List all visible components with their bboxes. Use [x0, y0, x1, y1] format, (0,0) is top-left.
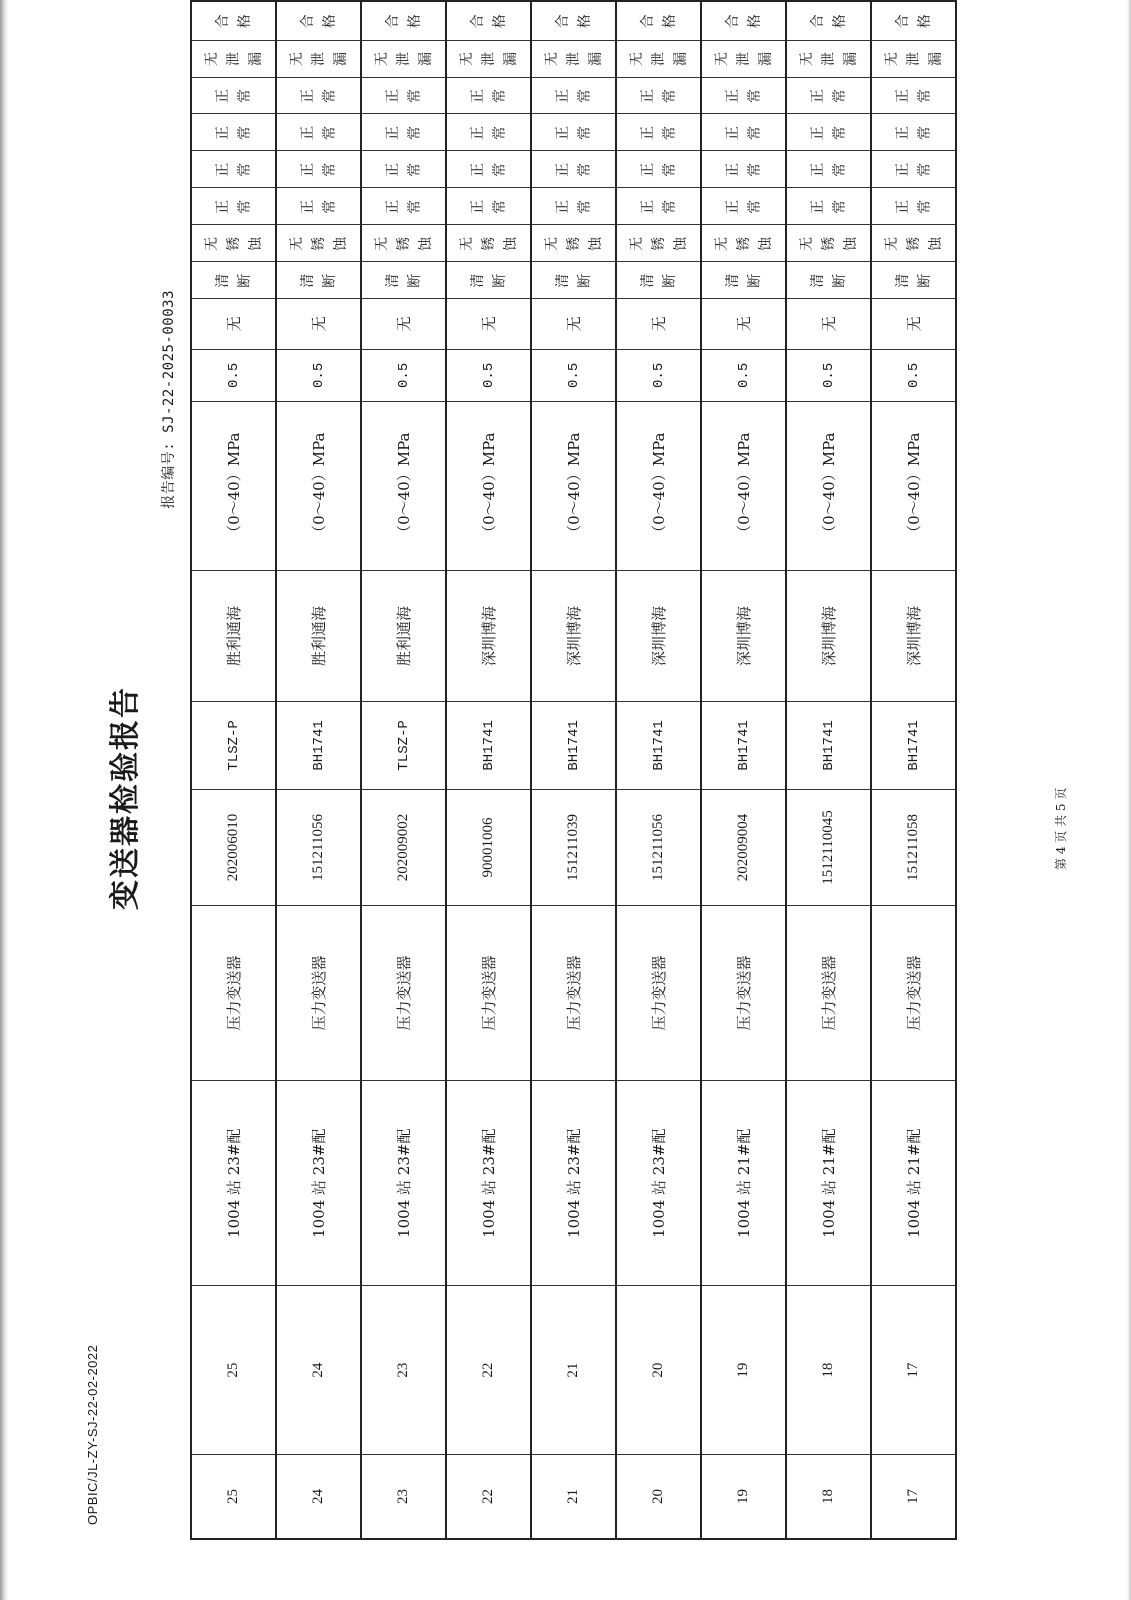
cell-check-2: 清 断 [786, 262, 871, 299]
cell-result: 合 格 [531, 1, 616, 40]
cell-model: BH1741 [276, 701, 361, 789]
cell-check-3: 无 锈 蚀 [871, 225, 956, 262]
cell-location: 1004 站 21#配 [701, 1081, 786, 1286]
cell-check-6: 正 常 [786, 114, 871, 151]
cell-model: TLSZ-P [361, 701, 446, 789]
cell-no: 22 [446, 1286, 531, 1454]
cell-check-5: 正 常 [531, 151, 616, 188]
cell-result: 合 格 [616, 1, 701, 40]
cell-result: 合 格 [191, 1, 276, 40]
cell-check-2: 清 断 [616, 262, 701, 299]
cell-check-6: 正 常 [701, 114, 786, 151]
cell-location: 1004 站 21#配 [871, 1081, 956, 1286]
cell-check-6: 正 常 [191, 114, 276, 151]
cell-no: 21 [531, 1286, 616, 1454]
cell-check-7: 正 常 [191, 77, 276, 114]
cell-device-name: 压力变送器 [531, 905, 616, 1080]
cell-no: 19 [701, 1286, 786, 1454]
cell-check-1: 无 [191, 299, 276, 349]
cell-device-name: 压力变送器 [276, 905, 361, 1080]
cell-model: TLSZ-P [191, 701, 276, 789]
cell-accuracy: 0.5 [871, 349, 956, 402]
cell-manufacturer: 深圳博海 [871, 571, 956, 702]
cell-check-5: 正 常 [276, 151, 361, 188]
cell-check-2: 清 断 [191, 262, 276, 299]
cell-check-7: 正 常 [446, 77, 531, 114]
cell-manufacturer: 深圳博海 [616, 571, 701, 702]
cell-check-4: 正 常 [276, 188, 361, 225]
cell-check-3: 无 锈 蚀 [361, 225, 446, 262]
cell-check-1: 无 [786, 299, 871, 349]
cell-check-2: 清 断 [276, 262, 361, 299]
cell-range: （0～40）MPa [701, 402, 786, 571]
cell-serial: 151211056 [276, 789, 361, 905]
cell-check-7: 正 常 [701, 77, 786, 114]
cell-serial: 90001006 [446, 789, 531, 905]
cell-range: （0～40）MPa [786, 402, 871, 571]
cell-check-4: 正 常 [531, 188, 616, 225]
cell-accuracy: 0.5 [446, 349, 531, 402]
cell-range: （0～40）MPa [616, 402, 701, 571]
cell-check-3: 无 锈 蚀 [191, 225, 276, 262]
cell-no: 18 [786, 1286, 871, 1454]
cell-check-3: 无 锈 蚀 [531, 225, 616, 262]
cell-manufacturer: 深圳博海 [786, 571, 871, 702]
cell-result: 合 格 [701, 1, 786, 40]
cell-check-5: 正 常 [786, 151, 871, 188]
cell-check-5: 正 常 [361, 151, 446, 188]
cell-check-6: 正 常 [276, 114, 361, 151]
cell-serial: 151211056 [616, 789, 701, 905]
cell-manufacturer: 胜利通海 [276, 571, 361, 702]
cell-check-4: 正 常 [191, 188, 276, 225]
cell-seq: 24 [276, 1454, 361, 1539]
cell-location: 1004 站 21#配 [786, 1081, 871, 1286]
cell-accuracy: 0.5 [701, 349, 786, 402]
cell-result: 合 格 [276, 1, 361, 40]
table-row [446, 1, 531, 1539]
cell-check-1: 无 [616, 299, 701, 349]
cell-serial: 202006010 [191, 789, 276, 905]
cell-no: 24 [276, 1286, 361, 1454]
cell-check-2: 清 断 [446, 262, 531, 299]
table-row [786, 1, 871, 1539]
cell-no: 17 [871, 1286, 956, 1454]
cell-check-4: 正 常 [361, 188, 446, 225]
cell-result: 合 格 [871, 1, 956, 40]
cell-check-6: 正 常 [871, 114, 956, 151]
cell-seq: 25 [191, 1454, 276, 1539]
cell-check-8: 无 泄 漏 [616, 40, 701, 77]
cell-check-7: 正 常 [786, 77, 871, 114]
table-row [276, 1, 361, 1539]
cell-check-8: 无 泄 漏 [531, 40, 616, 77]
cell-model: BH1741 [531, 701, 616, 789]
cell-check-4: 正 常 [786, 188, 871, 225]
cell-device-name: 压力变送器 [701, 905, 786, 1080]
cell-device-name: 压力变送器 [786, 905, 871, 1080]
cell-result: 合 格 [446, 1, 531, 40]
cell-check-7: 正 常 [276, 77, 361, 114]
cell-accuracy: 0.5 [191, 349, 276, 402]
cell-location: 1004 站 23#配 [191, 1081, 276, 1286]
cell-no: 20 [616, 1286, 701, 1454]
cell-check-5: 正 常 [616, 151, 701, 188]
cell-check-3: 无 锈 蚀 [276, 225, 361, 262]
page-footer: 第 4 页 共 5 页 [1054, 787, 1068, 870]
cell-accuracy: 0.5 [616, 349, 701, 402]
cell-range: （0～40）MPa [361, 402, 446, 571]
cell-check-6: 正 常 [531, 114, 616, 151]
inspection-table [190, 0, 957, 1540]
cell-check-1: 无 [871, 299, 956, 349]
cell-model: BH1741 [871, 701, 956, 789]
page-title: 变送器检验报告 [108, 686, 143, 910]
cell-manufacturer: 深圳博海 [446, 571, 531, 702]
table-body [191, 1, 956, 1539]
table-row [531, 1, 616, 1539]
cell-range: （0～40）MPa [871, 402, 956, 571]
cell-check-2: 清 断 [531, 262, 616, 299]
cell-check-7: 正 常 [871, 77, 956, 114]
cell-serial: 202009004 [701, 789, 786, 905]
cell-device-name: 压力变送器 [871, 905, 956, 1080]
cell-check-8: 无 泄 漏 [786, 40, 871, 77]
cell-location: 1004 站 23#配 [531, 1081, 616, 1286]
cell-check-1: 无 [361, 299, 446, 349]
cell-range: （0～40）MPa [276, 402, 361, 571]
cell-location: 1004 站 23#配 [276, 1081, 361, 1286]
cell-check-4: 正 常 [446, 188, 531, 225]
cell-serial: 1512110045 [786, 789, 871, 905]
cell-model: BH1741 [616, 701, 701, 789]
cell-check-6: 正 常 [616, 114, 701, 151]
cell-accuracy: 0.5 [361, 349, 446, 402]
table-row [616, 1, 701, 1539]
cell-serial: 202009002 [361, 789, 446, 905]
cell-check-8: 无 泄 漏 [701, 40, 786, 77]
cell-device-name: 压力变送器 [616, 905, 701, 1080]
cell-location: 1004 站 23#配 [616, 1081, 701, 1286]
cell-check-8: 无 泄 漏 [446, 40, 531, 77]
cell-check-8: 无 泄 漏 [871, 40, 956, 77]
cell-check-2: 清 断 [871, 262, 956, 299]
cell-result: 合 格 [786, 1, 871, 40]
cell-model: BH1741 [786, 701, 871, 789]
table-row [871, 1, 956, 1539]
table-row [701, 1, 786, 1539]
cell-check-8: 无 泄 漏 [191, 40, 276, 77]
cell-manufacturer: 胜利通海 [361, 571, 446, 702]
cell-check-7: 正 常 [616, 77, 701, 114]
cell-check-7: 正 常 [531, 77, 616, 114]
cell-check-2: 清 断 [701, 262, 786, 299]
cell-result: 合 格 [361, 1, 446, 40]
cell-seq: 23 [361, 1454, 446, 1539]
cell-check-3: 无 锈 蚀 [616, 225, 701, 262]
cell-check-1: 无 [276, 299, 361, 349]
cell-location: 1004 站 23#配 [446, 1081, 531, 1286]
cell-seq: 20 [616, 1454, 701, 1539]
cell-seq: 17 [871, 1454, 956, 1539]
cell-check-8: 无 泄 漏 [276, 40, 361, 77]
cell-check-6: 正 常 [446, 114, 531, 151]
cell-check-3: 无 锈 蚀 [446, 225, 531, 262]
cell-range: （0～40）MPa [446, 402, 531, 571]
cell-check-4: 正 常 [616, 188, 701, 225]
cell-check-4: 正 常 [871, 188, 956, 225]
cell-check-1: 无 [446, 299, 531, 349]
cell-accuracy: 0.5 [786, 349, 871, 402]
cell-check-5: 正 常 [191, 151, 276, 188]
cell-serial: 151211039 [531, 789, 616, 905]
cell-no: 25 [191, 1286, 276, 1454]
cell-device-name: 压力变送器 [446, 905, 531, 1080]
cell-device-name: 压力变送器 [191, 905, 276, 1080]
cell-range: （0～40）MPa [531, 402, 616, 571]
cell-model: BH1741 [446, 701, 531, 789]
cell-check-3: 无 锈 蚀 [701, 225, 786, 262]
cell-seq: 19 [701, 1454, 786, 1539]
cell-check-4: 正 常 [701, 188, 786, 225]
cell-seq: 22 [446, 1454, 531, 1539]
cell-check-6: 正 常 [361, 114, 446, 151]
cell-check-5: 正 常 [871, 151, 956, 188]
table-row [361, 1, 446, 1539]
cell-manufacturer: 深圳博海 [701, 571, 786, 702]
cell-check-5: 正 常 [446, 151, 531, 188]
cell-model: BH1741 [701, 701, 786, 789]
cell-no: 23 [361, 1286, 446, 1454]
cell-seq: 21 [531, 1454, 616, 1539]
cell-manufacturer: 深圳博海 [531, 571, 616, 702]
cell-check-1: 无 [531, 299, 616, 349]
cell-check-5: 正 常 [701, 151, 786, 188]
cell-device-name: 压力变送器 [361, 905, 446, 1080]
table-row [191, 1, 276, 1539]
cell-check-2: 清 断 [361, 262, 446, 299]
cell-check-8: 无 泄 漏 [361, 40, 446, 77]
cell-accuracy: 0.5 [531, 349, 616, 402]
document-code: OPBIC/JL-ZY-SJ-22-02-2022 [85, 1344, 100, 1525]
report-number: 报告编号: SJ-22-2025-00033 [161, 290, 177, 509]
cell-check-7: 正 常 [361, 77, 446, 114]
cell-range: （0～40）MPa [191, 402, 276, 571]
cell-accuracy: 0.5 [276, 349, 361, 402]
cell-location: 1004 站 23#配 [361, 1081, 446, 1286]
cell-check-3: 无 锈 蚀 [786, 225, 871, 262]
cell-seq: 18 [786, 1454, 871, 1539]
cell-check-1: 无 [701, 299, 786, 349]
cell-serial: 151211058 [871, 789, 956, 905]
cell-manufacturer: 胜利通海 [191, 571, 276, 702]
